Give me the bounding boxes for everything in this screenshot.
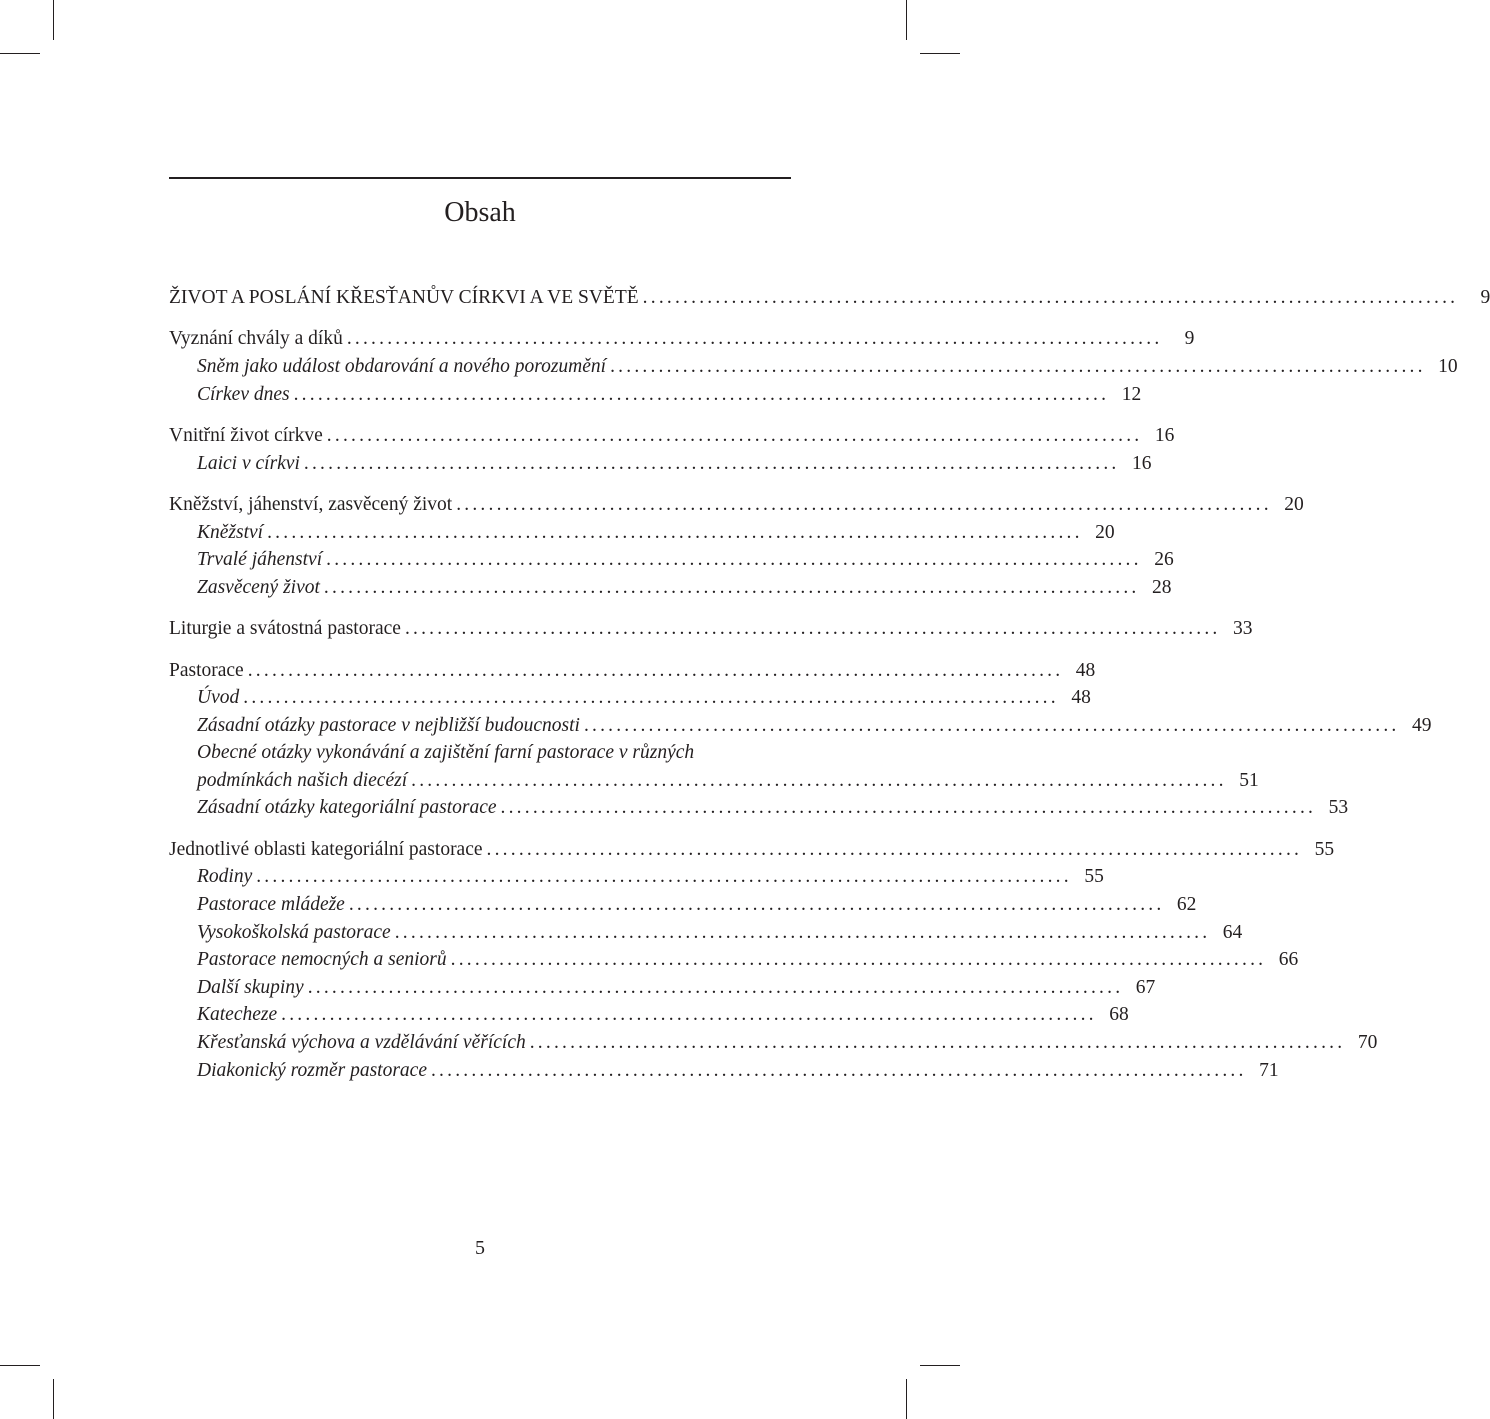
toc-subentry[interactable] [169, 891, 1197, 919]
toc-entry-title: Liturgie a svátostná pastorace [169, 615, 405, 643]
toc-leader-dots: ..................................................................................................... [256, 866, 1072, 888]
toc-entry-page: 51 [1239, 769, 1259, 791]
toc-entry-title: Katecheze [197, 1001, 281, 1029]
toc-leader-dots: ..................................................................................................... [293, 383, 1110, 405]
toc-entry-page: 20 [1095, 521, 1115, 543]
toc-entry-title: Rodiny [197, 863, 256, 891]
toc-entry-title: Vyznání chvály a díků [169, 325, 347, 353]
toc-entry-title: Úvod [197, 684, 243, 712]
toc-subentry[interactable] [169, 794, 1349, 822]
toc-entry-title: Sněm jako událost obdarování a nového porozumění [197, 353, 610, 381]
toc-entry[interactable] [169, 657, 1096, 685]
toc-entry-page: 64 [1222, 921, 1243, 943]
toc-leader-dots: ..................................................................................................... [243, 687, 1059, 709]
crop-mark-bottom-right-vertical [906, 1379, 907, 1419]
toc-subentry[interactable] [169, 974, 1156, 1002]
toc-leader-dots: ..................................................................................................... [346, 328, 1163, 350]
toc-leader-dots: ..................................................................................................... [610, 355, 1426, 377]
toc-entry-title: Diakonický rozměr pastorace [197, 1057, 431, 1085]
toc-entry[interactable] [169, 836, 1335, 864]
toc-entry-title: Zásadní otázky kategoriální pastorace [197, 794, 501, 822]
toc-subentry[interactable] [169, 353, 1458, 381]
toc-entry-title: Vnitřní život církve [169, 422, 327, 450]
toc-subentry[interactable] [169, 381, 1142, 409]
toc-entry-page: 26 [1154, 549, 1174, 571]
crop-mark-bottom-left-horizontal [0, 1365, 40, 1366]
toc-entry-title-continuation: podmínkách našich diecézí [197, 767, 411, 795]
toc-entry-title: Trvalé jáhenství [197, 546, 326, 574]
toc-entry-title: Zásadní otázky pastorace v nejbližší budoucnosti [197, 712, 584, 740]
toc-entry-title: Pastorace nemocných a seniorů [197, 946, 451, 974]
toc-subentry[interactable] [169, 574, 1172, 602]
toc-entry-page: 28 [1152, 576, 1172, 598]
toc-entry-page: 66 [1278, 949, 1299, 971]
toc-subentry[interactable] [169, 546, 1174, 574]
toc-subentry[interactable] [169, 1057, 1279, 1085]
toc-entry-page: 9 [1480, 287, 1490, 308]
toc-entry-title: Křesťanská výchova a vzdělávání věřících [197, 1029, 530, 1057]
toc-leader-dots: ..................................................................................................... [411, 769, 1227, 791]
toc-leader-dots: ..................................................................................................... [486, 838, 1303, 860]
toc-entry-title: Laici v církvi [197, 450, 304, 478]
crop-mark-top-left-vertical [53, 0, 54, 40]
toc-subentry[interactable] [169, 712, 1432, 740]
toc-leader-dots: ..................................................................................................... [430, 1059, 1247, 1081]
toc-entry-title: Obecné otázky vykonávání a zajištění farní pastorace v různých [197, 739, 694, 767]
toc-leader-dots: ..................................................................................................... [394, 921, 1211, 943]
toc-entry-title: Další skupiny [197, 974, 308, 1002]
toc-subentry-wrapped-line[interactable] [169, 739, 791, 767]
toc-leader-dots: ..................................................................................................... [267, 521, 1083, 543]
toc-entry-title: Kněžství [197, 519, 267, 547]
toc-subentry[interactable] [169, 684, 1091, 712]
toc-entry-page: 49 [1412, 714, 1432, 736]
toc-leader-dots: ..................................................................................................... [323, 576, 1140, 598]
toc-subentry[interactable] [169, 767, 1259, 795]
toc-entry[interactable] [169, 422, 1175, 450]
toc-entry-title: ŽIVOT A POSLÁNÍ KŘESŤANŮV CÍRKVI A VE SVĚTĚ [169, 284, 643, 312]
toc-entry-page: 33 [1233, 618, 1253, 640]
toc-subentry[interactable] [169, 519, 1115, 547]
toc-subentry[interactable] [169, 919, 1243, 947]
toc-entry-page: 55 [1084, 866, 1104, 888]
toc-entry-page: 68 [1109, 1004, 1129, 1026]
toc-entry-page: 53 [1328, 797, 1349, 819]
header-rule [169, 177, 791, 179]
toc-entry-page: 16 [1154, 424, 1175, 446]
toc-leader-dots: ..................................................................................................... [404, 618, 1221, 640]
toc-subentry[interactable] [169, 863, 1104, 891]
crop-mark-top-right-horizontal [920, 53, 960, 54]
crop-mark-bottom-left-vertical [53, 1379, 54, 1419]
toc-entry-title: Církev dnes [197, 381, 294, 409]
crop-mark-top-right-vertical [906, 0, 907, 40]
toc-entry-title: Pastorace mládeže [197, 891, 349, 919]
toc-leader-dots: ..................................................................................................... [326, 424, 1143, 446]
toc-entry-page: 70 [1357, 1032, 1378, 1054]
toc-leader-dots: ..................................................................................................... [450, 949, 1267, 971]
toc-entry-page: 71 [1259, 1059, 1279, 1081]
toc-entry-title: Pastorace [169, 657, 248, 685]
toc-entry[interactable] [169, 491, 1304, 519]
toc-entry-page: 62 [1176, 894, 1197, 916]
toc-leader-dots: ..................................................................................................... [307, 976, 1124, 998]
crop-mark-bottom-right-horizontal [920, 1365, 960, 1366]
crop-mark-top-left-horizontal [0, 53, 40, 54]
toc-leader-dots: ..................................................................................................... [529, 1032, 1346, 1054]
toc-entry-page: 9 [1184, 328, 1195, 350]
toc-leader-dots: ..................................................................................................... [281, 1004, 1097, 1026]
toc-leader-dots: ..................................................................................................... [500, 797, 1317, 819]
toc-entry-page: 20 [1284, 493, 1304, 515]
toc-entry-title: Zasvěcený život [197, 574, 324, 602]
toc-leader-dots: ..................................................................................................... [642, 287, 1459, 308]
toc-entry-title: Jednotlivé oblasti kategoriální pastorace [169, 836, 487, 864]
toc-entry-page: 67 [1135, 976, 1156, 998]
page-number: 5 [475, 1237, 485, 1259]
toc-leader-dots: ..................................................................................................... [303, 452, 1120, 474]
toc-leader-dots: ..................................................................................................... [348, 894, 1165, 916]
toc-leader-dots: ..................................................................................................... [456, 493, 1272, 515]
page-title: Obsah [444, 197, 516, 228]
toc-entry-page: 12 [1121, 383, 1142, 405]
toc-entry-title: Vysokoškolská pastorace [197, 919, 395, 947]
toc-entry-page: 48 [1075, 659, 1096, 681]
toc-subentry[interactable] [169, 1029, 1378, 1057]
toc-subentry[interactable] [169, 1001, 1129, 1029]
toc-entry[interactable] [169, 325, 1195, 353]
toc-subentry[interactable] [169, 450, 1152, 478]
toc-entry-page: 10 [1438, 355, 1458, 377]
toc-leader-dots: ..................................................................................................... [326, 549, 1142, 571]
toc-entry-title: Kněžství, jáhenství, zasvěcený život [169, 491, 456, 519]
toc-entry-page: 16 [1131, 452, 1152, 474]
toc-subentry[interactable] [169, 946, 1299, 974]
toc-entry[interactable] [169, 284, 1490, 312]
toc-leader-dots: ..................................................................................................... [247, 659, 1064, 681]
table-of-contents [169, 284, 1490, 1084]
toc-entry-page: 55 [1314, 838, 1335, 860]
toc-leader-dots: ..................................................................................................... [583, 714, 1400, 736]
toc-entry-page: 48 [1071, 687, 1091, 709]
toc-entry[interactable] [169, 615, 1253, 643]
